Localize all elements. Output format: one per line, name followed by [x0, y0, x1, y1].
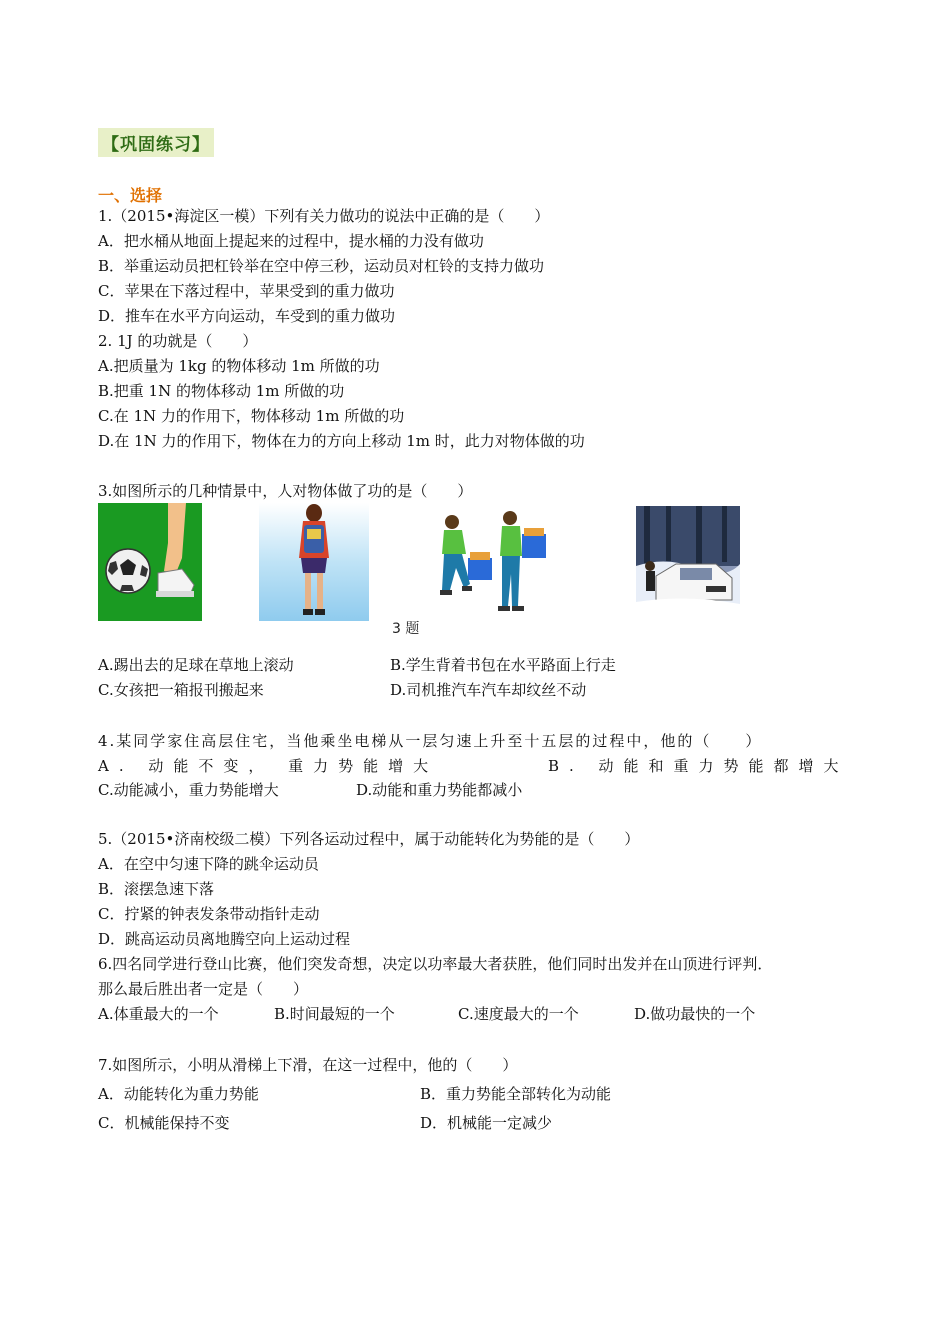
- q3-option-a: A.踢出去的足球在草地上滚动: [98, 656, 294, 674]
- q2-stem: 2. 1J 的功就是（ ）: [98, 332, 258, 350]
- subsection-title: 一、选择: [98, 186, 163, 205]
- q3-option-c: C.女孩把一箱报刊搬起来: [98, 681, 264, 699]
- q3-option-d: D.司机推汽车汽车却纹丝不动: [390, 681, 587, 699]
- q7-option-b: B．重力势能全部转化为动能: [420, 1085, 612, 1103]
- girl-lifting-box-image: [434, 506, 552, 618]
- q5-option-d: D．跳高运动员离地腾空向上运动过程: [98, 930, 351, 948]
- q7-option-c: C．机械能保持不变: [98, 1114, 230, 1132]
- q6-option-b: B.时间最短的一个: [274, 1005, 395, 1023]
- q3-option-b: B.学生背着书包在水平路面上行走: [390, 656, 616, 674]
- q2-option-c: C.在 1N 力的作用下，物体移动 1m 所做的功: [98, 407, 405, 425]
- q6-stem-line2: 那么最后胜出者一定是（ ）: [98, 980, 309, 998]
- q4-option-a: A. 动能不变， 重力势能增大: [98, 757, 439, 775]
- q1-option-b: B．举重运动员把杠铃举在空中停三秒，运动员对杠铃的支持力做功: [98, 257, 545, 275]
- q2-option-d: D.在 1N 力的作用下，物体在力的方向上移动 1m 时，此力对物体做的功: [98, 432, 585, 450]
- q2-option-b: B.把重 1N 的物体移动 1m 所做的功: [98, 382, 345, 400]
- q1-stem: 1.（2015•海淀区一模）下列有关力做功的说法中正确的是（ ）: [98, 207, 550, 225]
- q4-stem: 4.某同学家住高层住宅，当他乘坐电梯从一层匀速上升至十五层的过程中，他的（ ）: [98, 732, 763, 750]
- q1-option-c: C．苹果在下落过程中，苹果受到的重力做功: [98, 282, 395, 300]
- q3-figure-caption: 3 题: [392, 621, 420, 637]
- q7-option-d: D．机械能一定减少: [420, 1114, 553, 1132]
- football-kick-image: [98, 503, 202, 621]
- q4-option-d: D.动能和重力势能都减小: [356, 781, 523, 799]
- student-backpack-image: [259, 503, 369, 621]
- q6-stem-line1: 6.四名同学进行登山比赛，他们突发奇想，决定以功率最大者获胜，他们同时出发并在山顶进行评判．: [98, 955, 773, 973]
- q5-stem: 5.（2015•济南校级二模）下列各运动过程中，属于动能转化为势能的是（ ）: [98, 830, 640, 848]
- q5-option-c: C．拧紧的钟表发条带动指针走动: [98, 905, 320, 923]
- q1-option-a: A．把水桶从地面上提起来的过程中，提水桶的力没有做功: [98, 232, 484, 250]
- q4-option-b: B. 动能和重力势能都增大: [548, 757, 849, 775]
- q5-option-b: B．滚摆急速下落: [98, 880, 215, 898]
- section-title: 【巩固练习】: [98, 128, 214, 157]
- q3-stem: 3.如图所示的几种情景中，人对物体做了功的是（ ）: [98, 482, 473, 500]
- q5-option-a: A．在空中匀速下降的跳伞运动员: [98, 855, 319, 873]
- q6-option-a: A.体重最大的一个: [98, 1005, 219, 1023]
- q6-option-c: C.速度最大的一个: [458, 1005, 579, 1023]
- q1-option-d: D．推车在水平方向运动，车受到的重力做功: [98, 307, 396, 325]
- q7-option-a: A．动能转化为重力势能: [98, 1085, 259, 1103]
- q6-option-d: D.做功最快的一个: [634, 1005, 756, 1023]
- q7-stem: 7.如图所示，小明从滑梯上下滑，在这一过程中，他的（ ）: [98, 1056, 518, 1074]
- q2-option-a: A.把质量为 1kg 的物体移动 1m 所做的功: [98, 357, 380, 375]
- car-in-snow-image: [636, 506, 740, 624]
- q4-option-c: C.动能减小，重力势能增大: [98, 781, 279, 799]
